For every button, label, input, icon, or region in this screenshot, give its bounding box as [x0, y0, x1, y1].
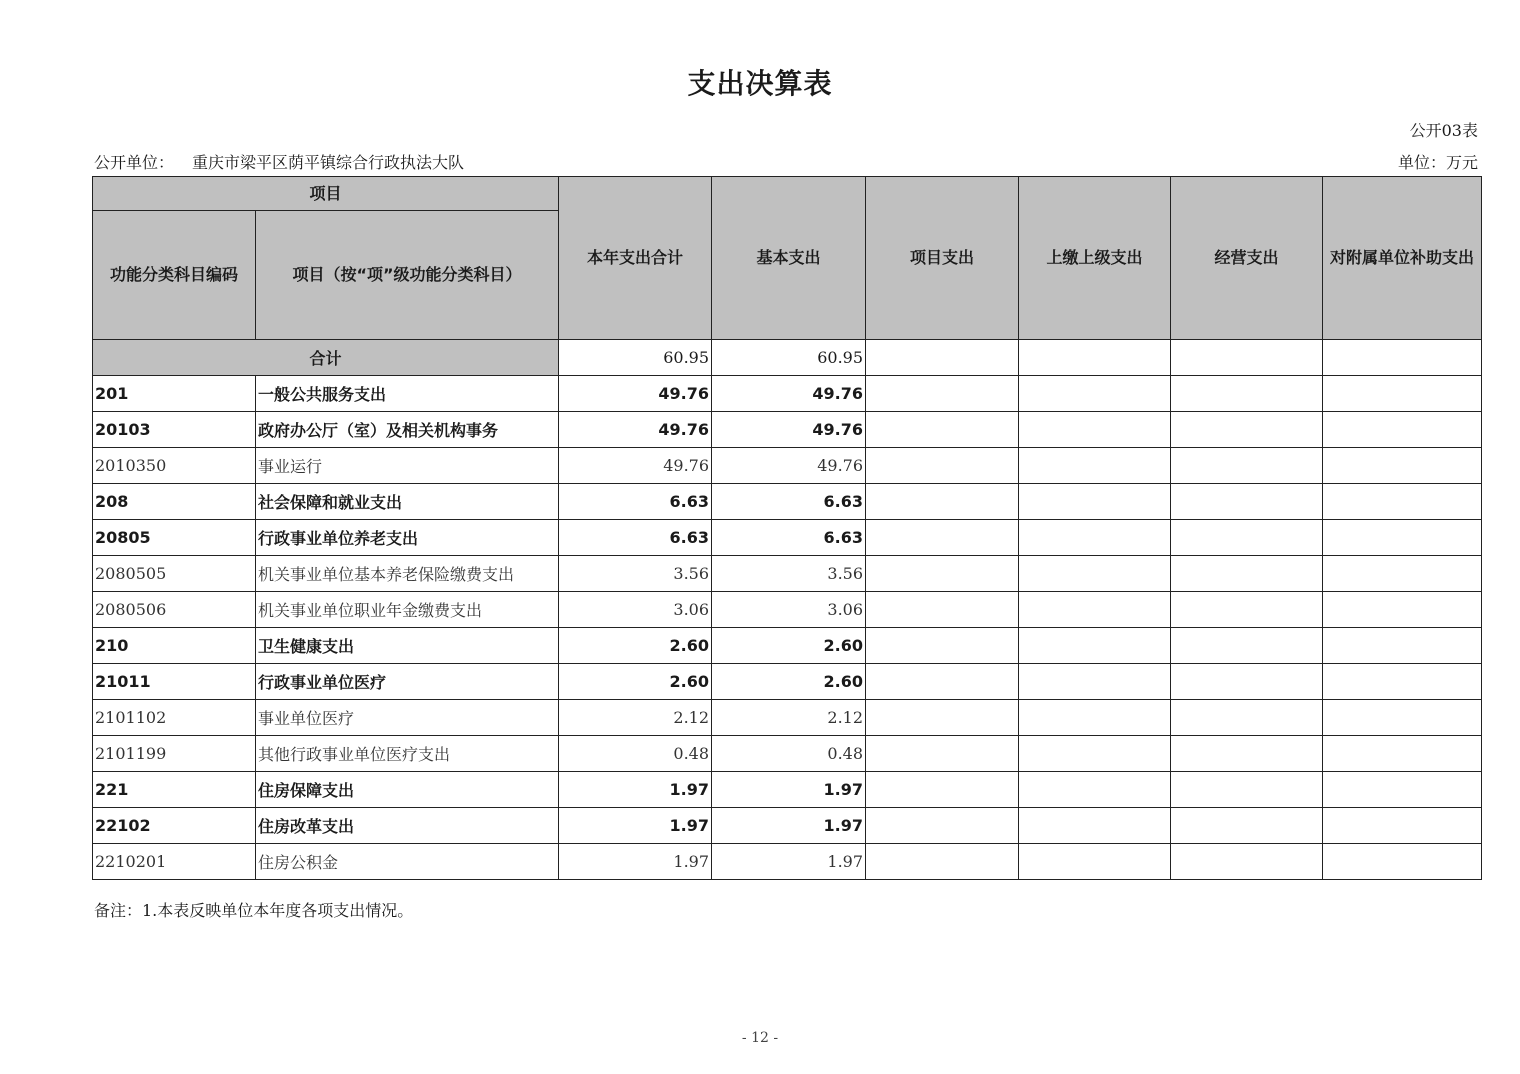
- table-row: [93, 520, 1482, 556]
- subsidy-cell: [1323, 556, 1482, 592]
- name-cell: 机关事业单位基本养老保险缴费支出: [256, 556, 559, 592]
- total-cell: 2.60: [559, 628, 712, 664]
- subsidy-cell: [1323, 376, 1482, 412]
- page-number: - 12 -: [741, 1030, 779, 1046]
- header-project: 项目支出: [866, 177, 1019, 340]
- subsidy-cell: [1323, 448, 1482, 484]
- subsidy-cell: [1323, 700, 1482, 736]
- upper-cell: [1019, 844, 1171, 880]
- code-cell: 210: [93, 628, 256, 664]
- basic-cell: 1.97: [712, 808, 866, 844]
- upper-cell: [1019, 520, 1171, 556]
- expenditure-table: [92, 176, 1482, 880]
- business-cell: [1171, 412, 1323, 448]
- name-cell: 事业运行: [256, 448, 559, 484]
- table-row: [93, 700, 1482, 736]
- subsidy-cell: [1323, 412, 1482, 448]
- table-row: [93, 772, 1482, 808]
- basic-cell: 2.60: [712, 628, 866, 664]
- name-cell: 行政事业单位医疗: [256, 664, 559, 700]
- business-cell: [1171, 772, 1323, 808]
- basic-cell: 1.97: [712, 844, 866, 880]
- code-cell: 221: [93, 772, 256, 808]
- table-row: [93, 736, 1482, 772]
- subsidy-cell: [1323, 484, 1482, 520]
- code-cell: 2101199: [93, 736, 256, 772]
- total-business: [1171, 340, 1323, 376]
- name-cell: 住房改革支出: [256, 808, 559, 844]
- project-cell: [866, 448, 1019, 484]
- project-cell: [866, 772, 1019, 808]
- name-cell: 卫生健康支出: [256, 628, 559, 664]
- code-cell: 2080505: [93, 556, 256, 592]
- upper-cell: [1019, 808, 1171, 844]
- upper-cell: [1019, 700, 1171, 736]
- total-upper: [1019, 340, 1171, 376]
- subsidy-cell: [1323, 808, 1482, 844]
- basic-cell: 49.76: [712, 448, 866, 484]
- business-cell: [1171, 700, 1323, 736]
- subsidy-cell: [1323, 772, 1482, 808]
- page-title: 支出决算表: [687, 67, 833, 100]
- total-cell: 2.12: [559, 700, 712, 736]
- basic-cell: 2.60: [712, 664, 866, 700]
- project-cell: [866, 376, 1019, 412]
- business-cell: [1171, 664, 1323, 700]
- business-cell: [1171, 520, 1323, 556]
- code-cell: 201: [93, 376, 256, 412]
- business-cell: [1171, 448, 1323, 484]
- upper-cell: [1019, 664, 1171, 700]
- org-line: [94, 150, 464, 173]
- upper-cell: [1019, 556, 1171, 592]
- name-cell: 社会保障和就业支出: [256, 484, 559, 520]
- total-cell: 6.63: [559, 520, 712, 556]
- project-cell: [866, 664, 1019, 700]
- name-cell: 行政事业单位养老支出: [256, 520, 559, 556]
- project-cell: [866, 700, 1019, 736]
- basic-cell: 0.48: [712, 736, 866, 772]
- total-label: 合计: [93, 340, 559, 376]
- business-cell: [1171, 844, 1323, 880]
- subsidy-cell: [1323, 736, 1482, 772]
- code-cell: 2010350: [93, 448, 256, 484]
- total-amount: 60.95: [559, 340, 712, 376]
- header-name: 项目（按“项”级功能分类科目）: [256, 211, 559, 340]
- upper-cell: [1019, 376, 1171, 412]
- project-cell: [866, 808, 1019, 844]
- upper-cell: [1019, 628, 1171, 664]
- total-cell: 0.48: [559, 736, 712, 772]
- business-cell: [1171, 592, 1323, 628]
- code-cell: 208: [93, 484, 256, 520]
- basic-cell: 1.97: [712, 772, 866, 808]
- project-cell: [866, 592, 1019, 628]
- table-row: [93, 376, 1482, 412]
- header-basic: 基本支出: [712, 177, 866, 340]
- upper-cell: [1019, 592, 1171, 628]
- subsidy-cell: [1323, 664, 1482, 700]
- header-subsidy: 对附属单位补助支出: [1323, 177, 1482, 340]
- header-project-group: 项目: [93, 177, 559, 211]
- upper-cell: [1019, 772, 1171, 808]
- total-cell: 49.76: [559, 412, 712, 448]
- unit-label: 单位：万元: [1397, 153, 1478, 172]
- name-cell: 机关事业单位职业年金缴费支出: [256, 592, 559, 628]
- basic-cell: 3.56: [712, 556, 866, 592]
- subsidy-cell: [1323, 592, 1482, 628]
- code-cell: 22102: [93, 808, 256, 844]
- table-row: [93, 556, 1482, 592]
- table-row: [93, 808, 1482, 844]
- table-row: [93, 412, 1482, 448]
- org-label: 公开单位：: [94, 153, 175, 172]
- code-cell: 20103: [93, 412, 256, 448]
- header-code: 功能分类科目编码: [93, 211, 256, 340]
- business-cell: [1171, 484, 1323, 520]
- header-upper: 上缴上级支出: [1019, 177, 1171, 340]
- name-cell: 住房公积金: [256, 844, 559, 880]
- header-business: 经营支出: [1171, 177, 1323, 340]
- total-cell: 49.76: [559, 376, 712, 412]
- table-row: [93, 592, 1482, 628]
- total-cell: 49.76: [559, 448, 712, 484]
- total-cell: 1.97: [559, 772, 712, 808]
- project-cell: [866, 844, 1019, 880]
- subsidy-cell: [1323, 520, 1482, 556]
- total-basic: 60.95: [712, 340, 866, 376]
- header-total: 本年支出合计: [559, 177, 712, 340]
- subsidy-cell: [1323, 844, 1482, 880]
- footnote: 备注：1.本表反映单位本年度各项支出情况。: [94, 901, 414, 920]
- upper-cell: [1019, 484, 1171, 520]
- business-cell: [1171, 808, 1323, 844]
- form-number: 公开03表: [1409, 121, 1478, 140]
- business-cell: [1171, 556, 1323, 592]
- upper-cell: [1019, 736, 1171, 772]
- total-row: [93, 340, 1482, 376]
- subsidy-cell: [1323, 628, 1482, 664]
- table-row: [93, 844, 1482, 880]
- table-row: [93, 664, 1482, 700]
- project-cell: [866, 520, 1019, 556]
- name-cell: 住房保障支出: [256, 772, 559, 808]
- total-project: [866, 340, 1019, 376]
- project-cell: [866, 736, 1019, 772]
- upper-cell: [1019, 448, 1171, 484]
- project-cell: [866, 628, 1019, 664]
- code-cell: 20805: [93, 520, 256, 556]
- code-cell: 2080506: [93, 592, 256, 628]
- total-cell: 1.97: [559, 808, 712, 844]
- org-name: 重庆市梁平区荫平镇综合行政执法大队: [192, 153, 465, 172]
- total-cell: 3.06: [559, 592, 712, 628]
- basic-cell: 49.76: [712, 376, 866, 412]
- upper-cell: [1019, 412, 1171, 448]
- basic-cell: 2.12: [712, 700, 866, 736]
- code-cell: 2101102: [93, 700, 256, 736]
- table-row: [93, 628, 1482, 664]
- basic-cell: 6.63: [712, 484, 866, 520]
- table-row: [93, 484, 1482, 520]
- name-cell: 一般公共服务支出: [256, 376, 559, 412]
- total-cell: 1.97: [559, 844, 712, 880]
- total-cell: 6.63: [559, 484, 712, 520]
- code-cell: 21011: [93, 664, 256, 700]
- total-subsidy: [1323, 340, 1482, 376]
- total-cell: 2.60: [559, 664, 712, 700]
- business-cell: [1171, 628, 1323, 664]
- business-cell: [1171, 736, 1323, 772]
- basic-cell: 49.76: [712, 412, 866, 448]
- name-cell: 其他行政事业单位医疗支出: [256, 736, 559, 772]
- total-cell: 3.56: [559, 556, 712, 592]
- project-cell: [866, 556, 1019, 592]
- project-cell: [866, 484, 1019, 520]
- name-cell: 政府办公厅（室）及相关机构事务: [256, 412, 559, 448]
- basic-cell: 3.06: [712, 592, 866, 628]
- table-row: [93, 448, 1482, 484]
- code-cell: 2210201: [93, 844, 256, 880]
- project-cell: [866, 412, 1019, 448]
- business-cell: [1171, 376, 1323, 412]
- basic-cell: 6.63: [712, 520, 866, 556]
- name-cell: 事业单位医疗: [256, 700, 559, 736]
